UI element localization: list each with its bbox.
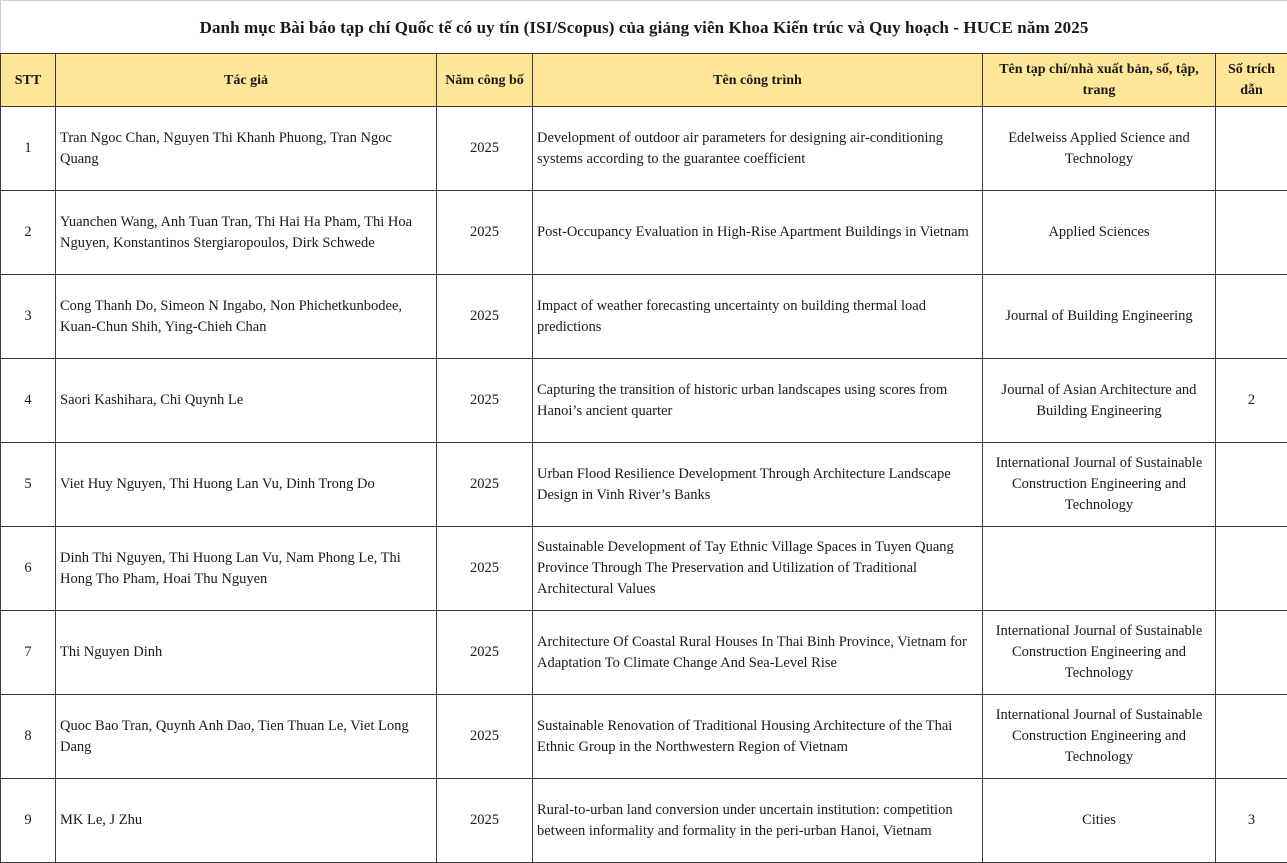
cell-authors[interactable]: Dinh Thi Nguyen, Thi Huong Lan Vu, Nam Phong Le, Thi Hong Tho Pham, Hoai Thu Nguyen [56, 527, 437, 611]
cell-authors[interactable]: Quoc Bao Tran, Quynh Anh Dao, Tien Thuan Le, Viet Long Dang [56, 695, 437, 779]
header-year[interactable]: Năm công bố [437, 54, 533, 107]
header-row [1, 54, 1287, 107]
table-row [1, 107, 1287, 191]
table-row [1, 611, 1287, 695]
cell-authors[interactable]: Thi Nguyen Dinh [56, 611, 437, 695]
cell-stt[interactable]: 6 [1, 527, 56, 611]
title-row [1, 1, 1287, 54]
cell-year[interactable]: 2025 [437, 191, 533, 275]
header-stt[interactable]: STT [1, 54, 56, 107]
cell-citations[interactable]: 3 [1216, 779, 1287, 863]
cell-journal[interactable]: International Journal of Sustainable Construction Engineering and Technology [983, 695, 1216, 779]
cell-journal[interactable]: Journal of Building Engineering [983, 275, 1216, 359]
header-work[interactable]: Tên công trình [533, 54, 983, 107]
cell-work[interactable]: Urban Flood Resilience Development Through Architecture Landscape Design in Vinh River’s Banks [533, 443, 983, 527]
table-row [1, 191, 1287, 275]
cell-year[interactable]: 2025 [437, 779, 533, 863]
cell-work[interactable]: Development of outdoor air parameters for designing air-conditioning systems according to the guarantee coefficient [533, 107, 983, 191]
table-row [1, 779, 1287, 863]
cell-citations[interactable] [1216, 275, 1287, 359]
cell-journal[interactable]: International Journal of Sustainable Construction Engineering and Technology [983, 443, 1216, 527]
cell-citations[interactable] [1216, 695, 1287, 779]
cell-authors[interactable]: Cong Thanh Do, Simeon N Ingabo, Non Phichetkunbodee, Kuan-Chun Shih, Ying-Chieh Chan [56, 275, 437, 359]
cell-work[interactable]: Impact of weather forecasting uncertainty on building thermal load predictions [533, 275, 983, 359]
cell-journal[interactable]: Applied Sciences [983, 191, 1216, 275]
cell-citations[interactable] [1216, 191, 1287, 275]
cell-year[interactable]: 2025 [437, 359, 533, 443]
cell-citations[interactable] [1216, 527, 1287, 611]
header-journal[interactable]: Tên tạp chí/nhà xuất bản, số, tập, trang [983, 54, 1216, 107]
table-row [1, 527, 1287, 611]
cell-year[interactable]: 2025 [437, 527, 533, 611]
table-row [1, 443, 1287, 527]
cell-year[interactable]: 2025 [437, 611, 533, 695]
cell-stt[interactable]: 2 [1, 191, 56, 275]
cell-work[interactable]: Post-Occupancy Evaluation in High-Rise Apartment Buildings in Vietnam [533, 191, 983, 275]
cell-stt[interactable]: 1 [1, 107, 56, 191]
cell-year[interactable]: 2025 [437, 107, 533, 191]
cell-citations[interactable] [1216, 107, 1287, 191]
cell-stt[interactable]: 8 [1, 695, 56, 779]
header-authors[interactable]: Tác giả [56, 54, 437, 107]
table-row [1, 359, 1287, 443]
cell-work[interactable]: Sustainable Renovation of Traditional Housing Architecture of the Thai Ethnic Group in the Northwestern Region of Vietnam [533, 695, 983, 779]
table-title[interactable]: Danh mục Bài báo tạp chí Quốc tế có uy tín (ISI/Scopus) của giảng viên Khoa Kiến trúc và Quy hoạch - HUCE năm 2025 [1, 1, 1287, 54]
cell-journal[interactable]: International Journal of Sustainable Construction Engineering and Technology [983, 611, 1216, 695]
cell-authors[interactable]: Viet Huy Nguyen, Thi Huong Lan Vu, Dinh Trong Do [56, 443, 437, 527]
cell-stt[interactable]: 4 [1, 359, 56, 443]
cell-citations[interactable]: 2 [1216, 359, 1287, 443]
cell-work[interactable]: Architecture Of Coastal Rural Houses In Thai Binh Province, Vietnam for Adaptation To Climate Change And Sea-Level Rise [533, 611, 983, 695]
table-row [1, 275, 1287, 359]
cell-stt[interactable]: 3 [1, 275, 56, 359]
cell-authors[interactable]: MK Le, J Zhu [56, 779, 437, 863]
cell-journal[interactable]: Edelweiss Applied Science and Technology [983, 107, 1216, 191]
cell-year[interactable]: 2025 [437, 695, 533, 779]
cell-work[interactable]: Rural-to-urban land conversion under uncertain institution: competition between informality and formality in the peri-urban Hanoi, Vietnam [533, 779, 983, 863]
table-row [1, 695, 1287, 779]
cell-journal[interactable]: Cities [983, 779, 1216, 863]
header-citations[interactable]: Số trích dẫn [1216, 54, 1287, 107]
cell-stt[interactable]: 9 [1, 779, 56, 863]
cell-authors[interactable]: Saori Kashihara, Chi Quynh Le [56, 359, 437, 443]
cell-year[interactable]: 2025 [437, 443, 533, 527]
cell-authors[interactable]: Yuanchen Wang, Anh Tuan Tran, Thi Hai Ha Pham, Thi Hoa Nguyen, Konstantinos Stergiaropoulos, Dirk Schwede [56, 191, 437, 275]
cell-authors[interactable]: Tran Ngoc Chan, Nguyen Thi Khanh Phuong, Tran Ngoc Quang [56, 107, 437, 191]
cell-citations[interactable] [1216, 611, 1287, 695]
cell-stt[interactable]: 5 [1, 443, 56, 527]
cell-work[interactable]: Sustainable Development of Tay Ethnic Village Spaces in Tuyen Quang Province Through The Preservation and Utilization of Traditional Architectural Values [533, 527, 983, 611]
cell-citations[interactable] [1216, 443, 1287, 527]
cell-journal[interactable] [983, 527, 1216, 611]
cell-stt[interactable]: 7 [1, 611, 56, 695]
cell-journal[interactable]: Journal of Asian Architecture and Building Engineering [983, 359, 1216, 443]
cell-work[interactable]: Capturing the transition of historic urban landscapes using scores from Hanoi’s ancient quarter [533, 359, 983, 443]
cell-year[interactable]: 2025 [437, 275, 533, 359]
